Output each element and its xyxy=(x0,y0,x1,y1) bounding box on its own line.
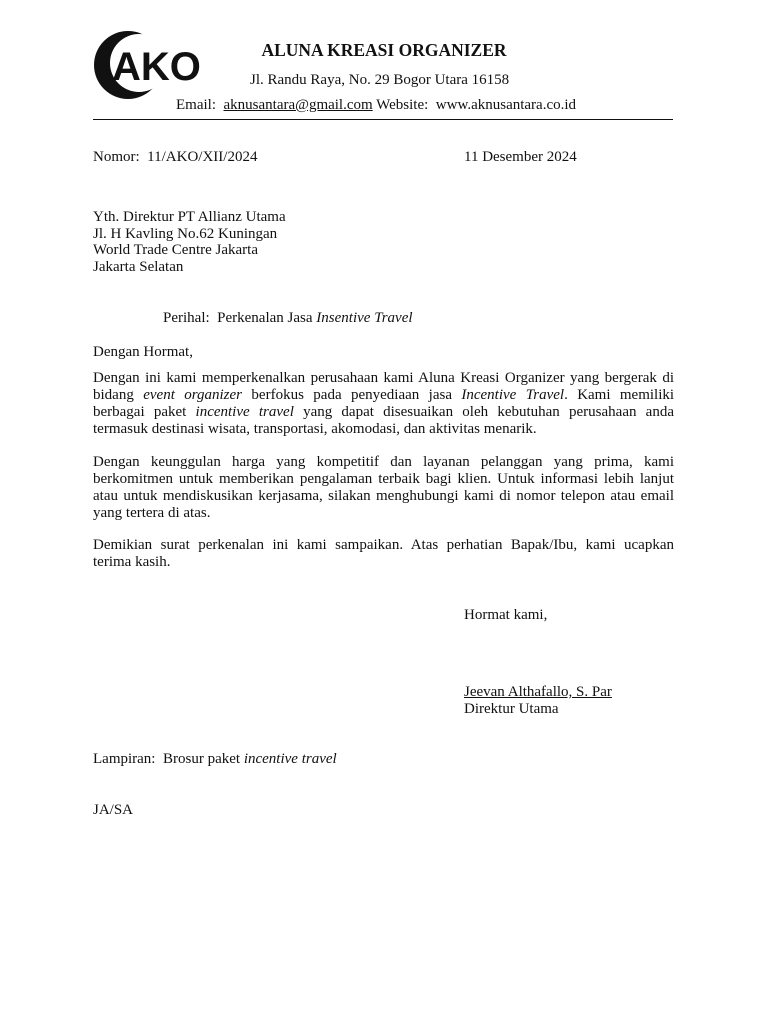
closing-salutation: Hormat kami, xyxy=(464,607,548,623)
email-label: Email: xyxy=(176,97,216,113)
greeting: Dengan Hormat, xyxy=(93,344,193,360)
p1-line-4: termasuk destinasi wisata, transportasi, akomodasi, dan aktivitas menarik. xyxy=(93,421,537,437)
company-address: Jl. Randu Raya, No. 29 Bogor Utara 16158 xyxy=(250,72,510,88)
recipient-line-1: Yth. Direktur PT Allianz Utama xyxy=(93,209,286,225)
p2-line-3: atau untuk mendiskusikan kerjasama, silakan menghubungi kami di nomor telepon atau email xyxy=(93,488,674,504)
letter-date: 11 Desember 2024 xyxy=(464,149,577,165)
attachment-italic: incentive travel xyxy=(243,751,337,767)
body-paragraph-3 xyxy=(93,537,674,571)
attachment-line xyxy=(93,751,337,768)
signer-title: Direktur Utama xyxy=(464,701,559,717)
signer-name: Jeevan Althafallo, S. Par xyxy=(464,684,612,700)
nomor-label: Nomor: xyxy=(93,149,140,165)
reference-initials: JA/SA xyxy=(93,802,134,818)
p2-line-2: berkomitmen untuk memberikan pengalaman terbaik bagi klien. Untuk informasi lebih lanjut xyxy=(93,471,674,487)
p1-line-2: bidang event organizer berfokus pada penyediaan jasa Incentive Travel. Kami memiliki xyxy=(93,387,675,403)
subject-line xyxy=(163,310,413,327)
recipient-line-3: World Trade Centre Jakarta xyxy=(93,242,258,258)
subject-text: Perkenalan Jasa xyxy=(217,310,313,326)
website-label: Website: xyxy=(376,97,429,113)
letter-number xyxy=(93,149,257,166)
recipient-line-2: Jl. H Kavling No.62 Kuningan xyxy=(93,226,278,242)
recipient-line-4: Jakarta Selatan xyxy=(93,259,184,275)
p3-line-1: Demikian surat perkenalan ini kami sampaikan. Atas perhatian Bapak/Ibu, kami ucapkan xyxy=(93,537,674,553)
body-paragraph-2 xyxy=(93,454,674,522)
company-name: ALUNA KREASI ORGANIZER xyxy=(261,40,507,60)
p2-line-1: Dengan keunggulan harga yang kompetitif dan layanan pelanggan yang prima, kami xyxy=(93,454,674,470)
body-paragraph-1 xyxy=(93,370,674,438)
p2-line-4: yang tertera di atas. xyxy=(93,505,211,521)
p1-line-1: Dengan ini kami memperkenalkan perusahaan kami Aluna Kreasi Organizer yang bergerak di xyxy=(93,370,674,386)
attachment-label: Lampiran: xyxy=(93,751,156,767)
subject-italic: Insentive Travel xyxy=(316,310,413,326)
company-logo xyxy=(92,28,216,102)
logo-text: AKO xyxy=(112,45,201,89)
attachment-text: Brosur paket xyxy=(162,751,241,767)
logo-crescent-icon xyxy=(92,28,216,102)
website-text: www.aknusantara.co.id xyxy=(435,97,577,113)
subject-label: Perihal: xyxy=(163,310,210,326)
p1-line-3: berbagai paket incentive travel yang dapat disesuaikan oleh kebutuhan perusahaan anda xyxy=(93,404,674,420)
email-link[interactable]: aknusantara@gmail.com xyxy=(223,97,373,113)
company-contact xyxy=(176,97,576,114)
letterhead-divider xyxy=(93,119,673,120)
p3-line-2: terima kasih. xyxy=(93,554,171,570)
nomor-value: 11/AKO/XII/2024 xyxy=(147,149,258,165)
